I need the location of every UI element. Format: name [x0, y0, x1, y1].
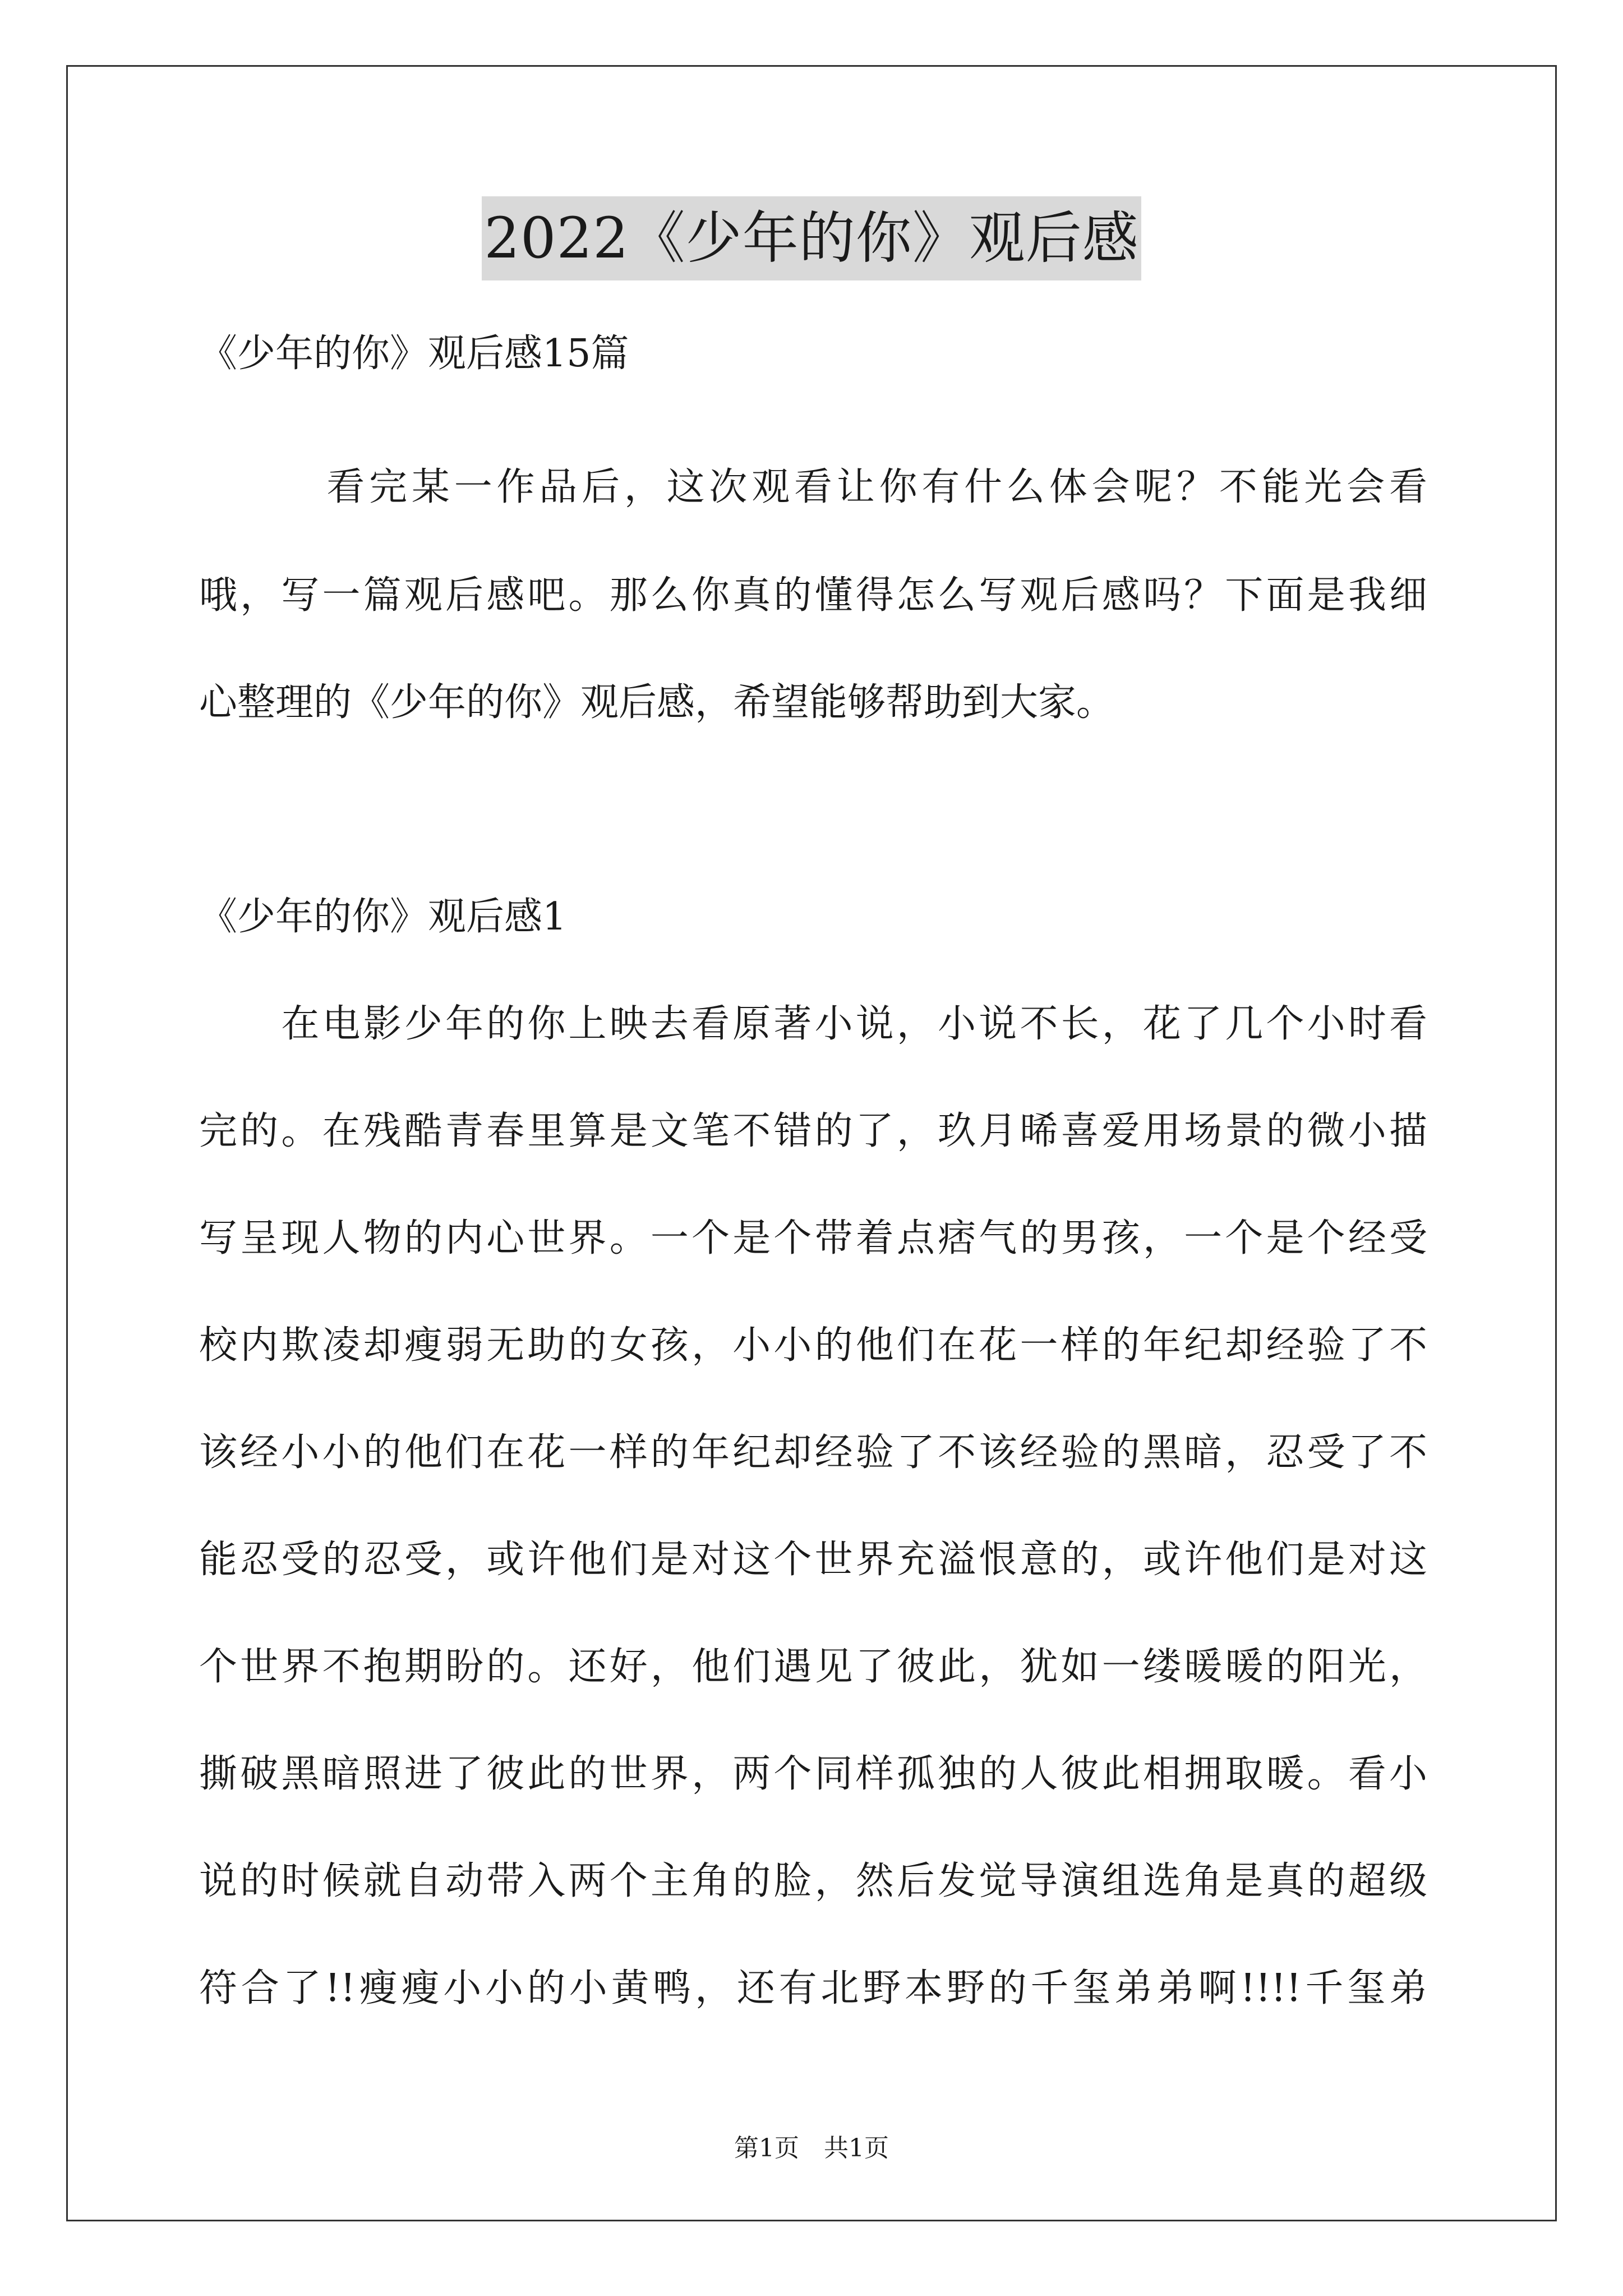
page-footer [0, 2132, 1623, 2165]
document-subtitle: 《少年的你》观后感15篇 [199, 332, 629, 376]
document-title: 2022《少年的你》观后感 [482, 196, 1141, 280]
intro-line: 哦，写一篇观后感吧。那么你真的懂得怎么写观后感吗？下面是我细 [199, 573, 1427, 618]
body-line: 符合了!!瘦瘦小小的小黄鸭，还有北野本野的千玺弟弟啊!!!!千玺弟 [199, 1966, 1427, 2010]
body-line: 个世界不抱期盼的。还好，他们遇见了彼此，犹如一缕暖暖的阳光， [199, 1645, 1427, 1689]
body-line: 写呈现人物的内心世界。一个是个带着点痞气的男孩，一个是个经受 [199, 1216, 1427, 1260]
body-line: 完的。在残酷青春里算是文笔不错的了，玖月晞喜爱用场景的微小描 [199, 1109, 1427, 1153]
intro-line: 看完某一作品后，这次观看让你有什么体会呢？不能光会看 [199, 465, 1427, 509]
body-line: 能忍受的忍受，或许他们是对这个世界充溢恨意的，或许他们是对这 [199, 1538, 1427, 1582]
section-heading: 《少年的你》观后感1 [199, 895, 567, 939]
body-line: 撕破黑暗照进了彼此的世界，两个同样孤独的人彼此相拥取暖。看小 [199, 1752, 1427, 1796]
body-line: 该经小小的他们在花一样的年纪却经验了不该经验的黑暗，忍受了不 [199, 1430, 1427, 1475]
intro-line: 心整理的《少年的你》观后感，希望能够帮助到大家。 [199, 680, 1115, 725]
body-line: 说的时候就自动带入两个主角的脸，然后发觉导演组选角是真的超级 [199, 1859, 1427, 1903]
page-number: 第1页 共1页 [734, 2134, 889, 2162]
title-wrap [0, 196, 1623, 280]
body-line: 在电影少年的你上映去看原著小说，小说不长，花了几个小时看 [199, 1002, 1427, 1046]
body-line: 校内欺凌却瘦弱无助的女孩，小小的他们在花一样的年纪却经验了不 [199, 1323, 1427, 1368]
